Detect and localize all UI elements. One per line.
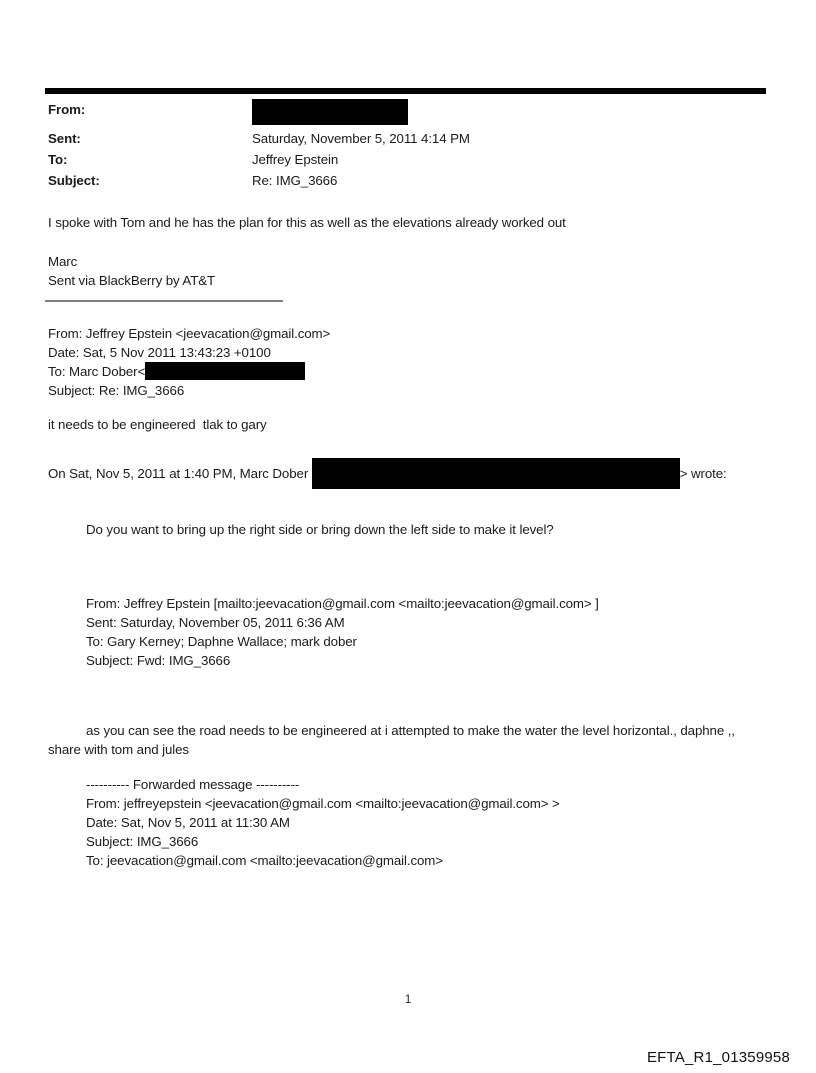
header-label-sent: Sent: [48, 131, 81, 146]
header-value-from [252, 99, 408, 131]
page-number: 1 [404, 994, 412, 1006]
forwarded-subject: Subject: IMG_3666 [86, 834, 199, 849]
quoted1-date: Date: Sat, 5 Nov 2011 13:43:23 +0100 [48, 345, 271, 360]
quoted2-from: From: Jeffrey Epstein [mailto:jeevacation@gmail.com <mailto:jeevacation@gmail.com> ] [86, 596, 599, 611]
header-value-to: Jeffrey Epstein [252, 152, 339, 167]
quoted2-message: Do you want to bring up the right side or bring down the left side to make it level? [86, 522, 554, 537]
quoted2-sent: Sent: Saturday, November 05, 2011 6:36 AM [86, 615, 345, 630]
signature-divider [45, 300, 283, 302]
header-field-subject [48, 170, 748, 191]
attribution-prefix: On Sat, Nov 5, 2011 at 1:40 PM, Marc Dober [48, 466, 312, 481]
forwarded-block [86, 775, 560, 870]
header-value-subject: Re: IMG_3666 [252, 173, 338, 188]
header-label-from: From: [48, 102, 86, 117]
redaction-box-attribution [312, 458, 680, 489]
signature-name: Marc [48, 254, 78, 269]
header-field-from [48, 99, 748, 128]
quoted1-subject: Subject: Re: IMG_3666 [48, 383, 185, 398]
bates-number: EFTA_R1_01359958 [646, 1049, 790, 1066]
quoted-header-1 [48, 324, 330, 400]
quoted1-message: it needs to be engineered tlak to gary [48, 417, 267, 432]
quoted2-message2-line1: as you can see the road needs to be engineered at i attempted to make the water the level horizontal., daphne ,, [86, 723, 735, 738]
quoted1-to-line [48, 362, 330, 381]
redaction-box-to-address [145, 362, 305, 380]
header-field-sent [48, 128, 748, 149]
attribution-line [48, 458, 727, 489]
quoted2-to: To: Gary Kerney; Daphne Wallace; mark dober [86, 634, 357, 649]
redaction-box-from [252, 99, 408, 125]
quoted1-from: From: Jeffrey Epstein <jeevacation@gmail.com> [48, 326, 331, 341]
email-header [48, 99, 748, 191]
forwarded-from: From: jeffreyepstein <jeevacation@gmail.com <mailto:jeevacation@gmail.com> > [86, 796, 560, 811]
forwarded-date: Date: Sat, Nov 5, 2011 at 11:30 AM [86, 815, 290, 830]
quoted2-subject: Subject: Fwd: IMG_3666 [86, 653, 231, 668]
signature-via: Sent via BlackBerry by AT&T [48, 273, 216, 288]
quoted2-message2-line2: share with tom and jules [48, 742, 189, 757]
forwarded-separator: ---------- Forwarded message ---------- [86, 777, 300, 792]
header-label-subject: Subject: [48, 173, 100, 188]
header-rule [45, 88, 766, 94]
quoted2-message2 [48, 721, 774, 759]
body-paragraph: I spoke with Tom and he has the plan for this as well as the elevations already worked out [48, 215, 566, 230]
header-value-sent: Saturday, November 5, 2011 4:14 PM [252, 131, 470, 146]
forwarded-to: To: jeevacation@gmail.com <mailto:jeevacation@gmail.com> [86, 853, 443, 868]
quoted-header-2 [86, 594, 599, 670]
quoted1-to-prefix: To: Marc Dober< [48, 364, 146, 379]
header-label-to: To: [48, 152, 68, 167]
attribution-suffix: > wrote: [679, 466, 727, 481]
header-field-to [48, 149, 748, 170]
